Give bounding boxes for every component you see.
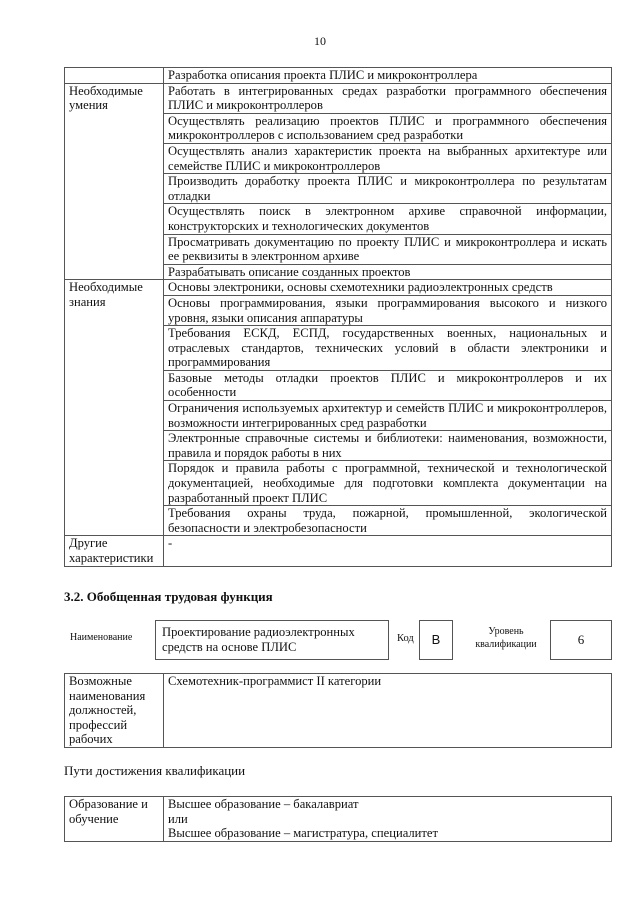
education-table <box>64 796 612 842</box>
education-line: Высшее образование – магистратура, специалитет <box>168 826 439 841</box>
name-label: Наименование <box>70 632 133 643</box>
paths-title: Пути достижения квалификации <box>64 763 246 778</box>
other-label: Другие характеристики <box>65 536 164 566</box>
code-label: Код <box>397 633 414 644</box>
skills-item: Разрабатывать описание созданных проектов <box>164 264 612 280</box>
skills-item: Производить доработку проекта ПЛИС и микроконтроллера по результатам отладки <box>164 174 612 204</box>
code-value: B <box>431 631 441 647</box>
skills-item: Осуществлять анализ характеристик проекта на выбранных архитектуре или семействе ПЛИС и микроконтроллеров <box>164 143 612 173</box>
knowledge-item: Требования охраны труда, пожарной, промышленной, экологической безопасности и электробезопасности <box>164 506 612 536</box>
positions-label: Возможные наименования должностей, профессий рабочих <box>65 674 164 748</box>
knowledge-item: Основы электроники, основы схемотехники радиоэлектронных средств <box>164 280 612 296</box>
skills-label: Необходимые умения <box>65 83 164 280</box>
top-row-item: Разработка описания проекта ПЛИС и микроконтроллера <box>164 68 612 84</box>
knowledge-item: Порядок и правила работы с программной, технической и технологической документацией, необходимые для подготовки комплекта документации на разработанный проект ПЛИС <box>164 461 612 506</box>
level-value-box <box>550 620 612 660</box>
knowledge-item: Базовые методы отладки проектов ПЛИС и микроконтроллеров и их особенности <box>164 370 612 400</box>
code-value-box <box>419 620 453 660</box>
table-row <box>65 83 612 113</box>
requirements-table <box>64 67 612 567</box>
level-value: 6 <box>577 631 585 647</box>
table-row <box>65 280 612 296</box>
skills-item: Просматривать документацию по проекту ПЛИС и микроконтроллера и искать ее реквизиты в электронном архиве <box>164 234 612 264</box>
knowledge-item: Электронные справочные системы и библиотеки: наименования, возможности, правила и порядок работы в них <box>164 431 612 461</box>
skills-item: Работать в интегрированных средах разработки программного обеспечения ПЛИС и микроконтроллеров <box>164 83 612 113</box>
education-label: Образование и обучение <box>65 797 164 842</box>
name-value: Проектирование радиоэлектронных средств на основе ПЛИС <box>162 625 355 654</box>
other-item: - <box>164 536 612 566</box>
section-heading: 3.2. Обобщенная трудовая функция <box>64 589 273 604</box>
knowledge-item: Основы программирования, языки программирования высокого и низкого уровня, языки описания аппаратуры <box>164 295 612 325</box>
knowledge-label: Необходимые знания <box>65 280 164 536</box>
top-row-label <box>65 68 164 84</box>
positions-value: Схемотехник-программист II категории <box>164 674 612 748</box>
education-line: Высшее образование – бакалавриат <box>168 797 359 811</box>
table-row <box>65 536 612 566</box>
skills-item: Осуществлять поиск в электронном архиве справочной информации, конструкторских и технологических документов <box>164 204 612 234</box>
page-number: 10 <box>314 34 326 48</box>
skills-item: Осуществлять реализацию проектов ПЛИС и программного обеспечения микроконтроллеров с использованием сред разработки <box>164 113 612 143</box>
name-value-box <box>155 620 389 660</box>
positions-table <box>64 673 612 748</box>
level-label: Уровень квалификации <box>475 626 537 650</box>
education-line: или <box>168 811 188 826</box>
table-row <box>65 68 612 84</box>
knowledge-item: Ограничения используемых архитектур и семейств ПЛИС и микроконтроллеров, возможности интегрированных сред разработки <box>164 401 612 431</box>
knowledge-item: Требования ЕСКД, ЕСПД, государственных военных, национальных и отраслевых стандартов, технических условий в области электроники и программирования <box>164 326 612 371</box>
education-value <box>164 797 612 842</box>
